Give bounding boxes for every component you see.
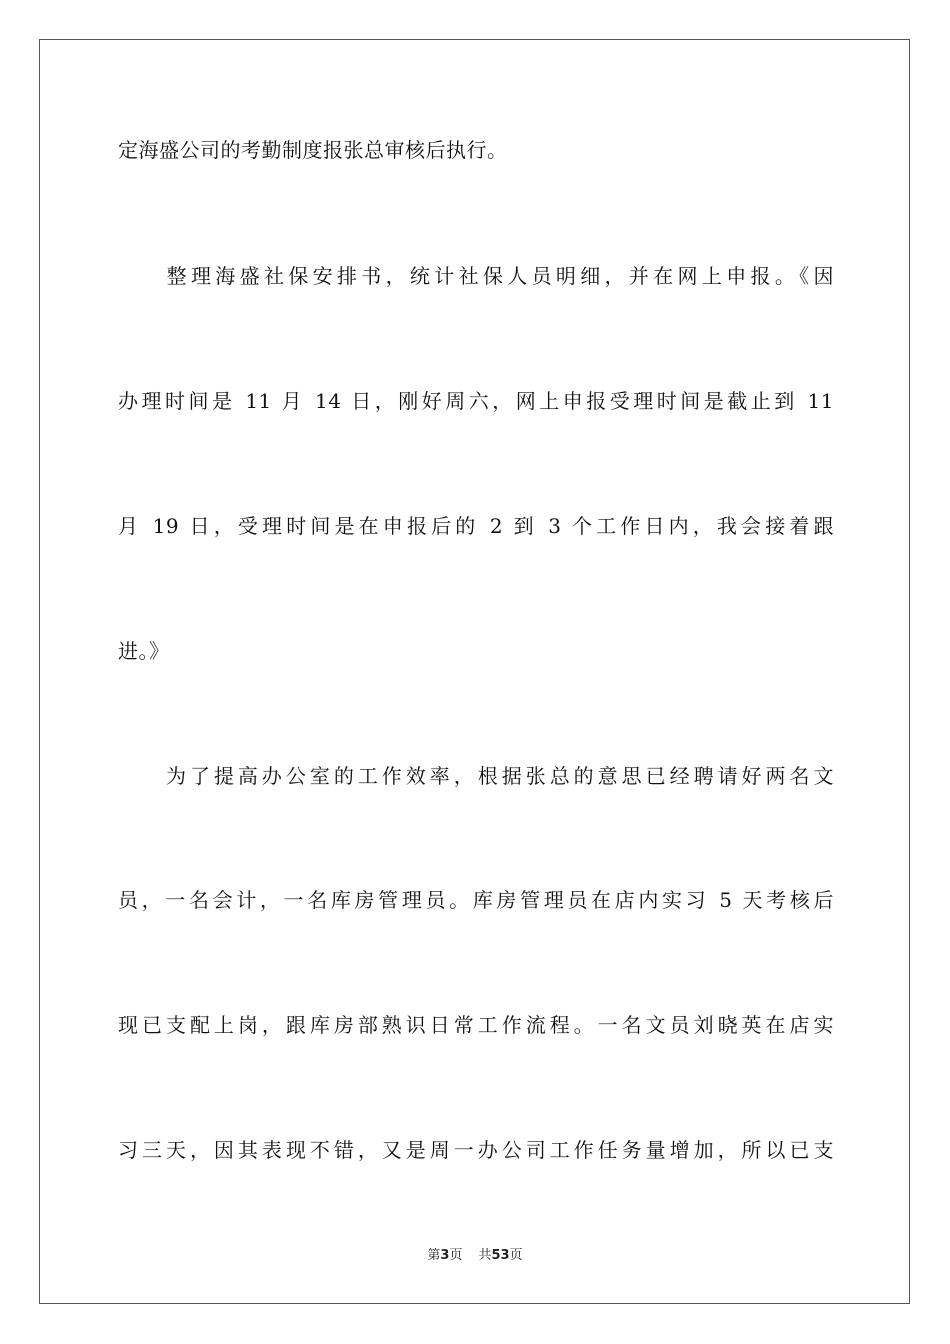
text-line: 办理时间是 11 月 14 日，刚好周六，网上申报受理时间是截止到 11	[118, 389, 834, 413]
page-footer	[0, 1247, 950, 1265]
text-line: 习三天，因其表现不错，又是周一办公司工作任务量增加，所以已支	[118, 1138, 834, 1162]
text-line: 员，一名会计，一名库房管理员。库房管理员在店内实习 5 天考核后	[118, 888, 834, 912]
text-line: 月 19 日，受理时间是在申报后的 2 到 3 个工作日内，我会接着跟	[118, 514, 834, 538]
total-suffix: 页	[509, 1248, 523, 1263]
text-line: 为了提高办公室的工作效率，根据张总的意思已经聘请好两名文	[118, 764, 834, 788]
page-suffix: 页	[449, 1248, 463, 1263]
text-line: 整理海盛社保安排书，统计社保人员明细，并在网上申报。《因	[118, 264, 834, 288]
total-pages: 53	[491, 1248, 510, 1263]
page-prefix: 第	[427, 1248, 441, 1263]
page-number: 3	[440, 1248, 450, 1263]
text-line: 进。》	[118, 639, 170, 663]
total-prefix: 共	[478, 1248, 492, 1263]
text-line: 现已支配上岗，跟库房部熟识日常工作流程。一名文员刘晓英在店实	[118, 1013, 834, 1037]
page-border	[39, 39, 910, 1304]
text-line: 定海盛公司的考勤制度报张总审核后执行。	[118, 138, 508, 162]
